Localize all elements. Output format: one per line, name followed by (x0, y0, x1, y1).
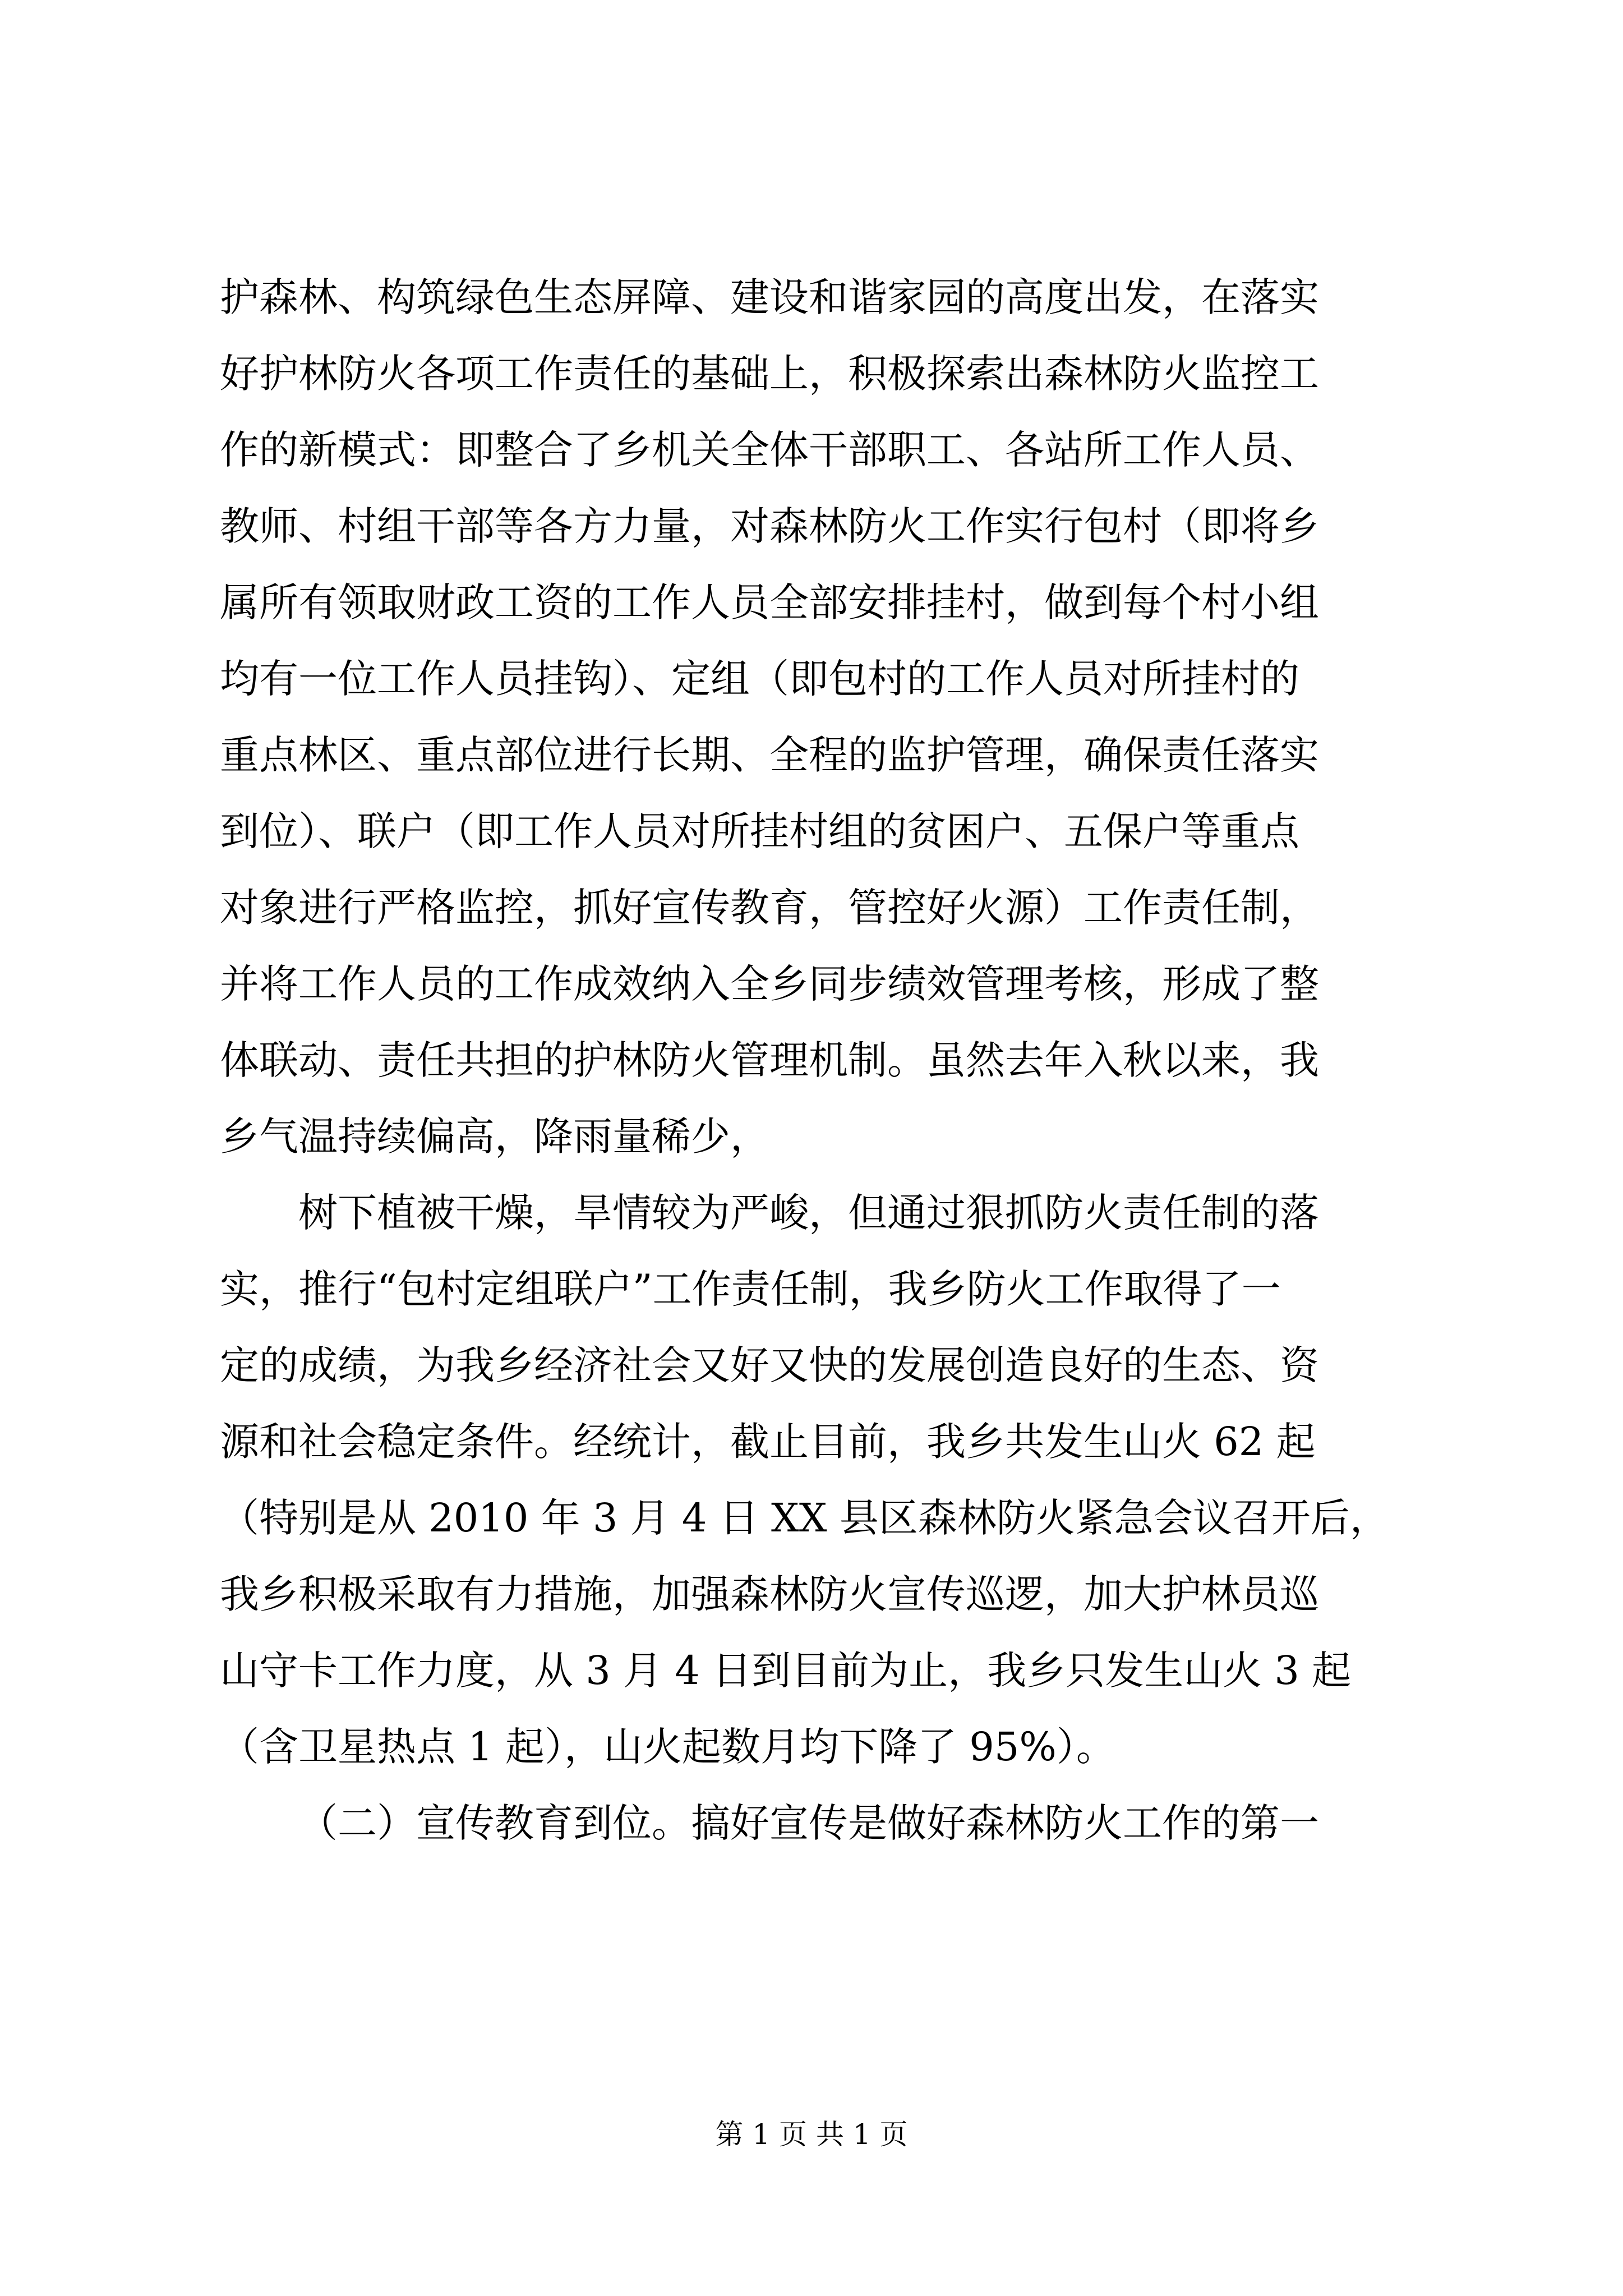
text-line: 我乡积极采取有力措施，加强森林防火宣传巡逻，加大护林员巡 (220, 1571, 1319, 1617)
text-line: 护森林、构筑绿色生态屏障、建设和谐家园的高度出发，在落实 (220, 274, 1319, 320)
text-line: 好护林防火各项工作责任的基础上，积极探索出森林防火监控工 (220, 351, 1319, 397)
paragraph-first-line: 树下植被干燥，旱情较为严峻，但通过狠抓防火责任制的落 (298, 1190, 1319, 1236)
text-line: 源和社会稳定条件。经统计，截止目前，我乡共发生山火 62 起 (220, 1419, 1316, 1465)
text-line: 作的新模式：即整合了乡机关全体干部职工、各站所工作人员、 (220, 427, 1319, 473)
text-line: 体联动、责任共担的护林防火管理机制。虽然去年入秋以来，我 (220, 1037, 1319, 1083)
page-footer: 第 1 页 共 1 页 (715, 2118, 908, 2151)
text-line: 属所有领取财政工资的工作人员全部安排挂村，做到每个村小组 (220, 579, 1319, 625)
text-line: （特别是从 2010 年 3 月 4 日 XX 县区森林防火紧急会议召开后， (220, 1495, 1389, 1541)
text-line: 并将工作人员的工作成效纳入全乡同步绩效管理考核，形成了整 (220, 961, 1319, 1007)
text-line: 均有一位工作人员挂钩）、定组（即包村的工作人员对所挂村的 (220, 656, 1299, 702)
text-line: 定的成绩，为我乡经济社会又好又快的发展创造良好的生态、资 (220, 1342, 1319, 1388)
text-line: 山守卡工作力度，从 3 月 4 日到目前为止，我乡只发生山火 3 起 (220, 1648, 1352, 1694)
text-line: 教师、村组干部等各方力量，对森林防火工作实行包村（即将乡 (220, 503, 1319, 549)
text-line: 对象进行严格监控，抓好宣传教育，管控好火源）工作责任制， (220, 885, 1319, 931)
text-line: （含卫星热点 1 起），山火起数月均下降了 95%）。 (220, 1724, 1115, 1770)
text-line: 到位）、联户（即工作人员对所挂村组的贫困户、五保户等重点 (220, 808, 1299, 854)
body-text (220, 259, 1409, 1861)
text-line: 实，推行“包村定组联户”工作责任制，我乡防火工作取得了一 (220, 1266, 1281, 1312)
text-line: 乡气温持续偏高，降雨量稀少， (220, 1114, 769, 1159)
section-heading-line: （二）宣传教育到位。搞好宣传是做好森林防火工作的第一 (298, 1800, 1319, 1846)
text-line: 重点林区、重点部位进行长期、全程的监护管理，确保责任落实 (220, 732, 1319, 778)
